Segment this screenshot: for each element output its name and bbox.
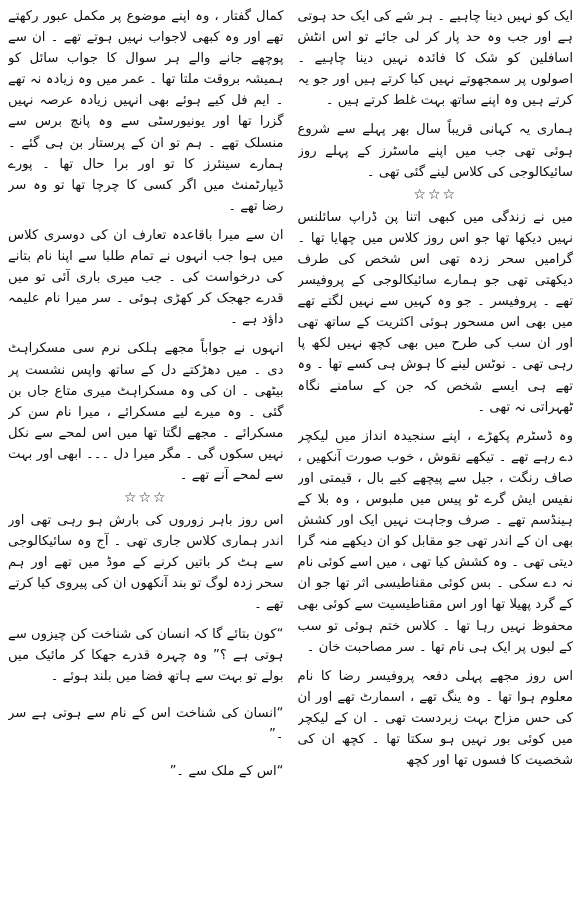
paragraph: میں نے زندگی میں کبھی اتنا پن ڈراپ سائلنس نہیں دیکھا تھا جو اس روز کلاس میں چھایا تھا ۔ گرامیں سحر زدہ تھی اس شخص کی طرف دیکھتی تھی جو ہمارے سائیکالوجی کے پروفیسر تھے ۔ پروفیسر ۔ جو وہ کہیں سے نہیں لگتے تھے میں بھی اس مسحور ہوئی اکثریت کے ساتھ تھی اور ان سب کی طرح میں بھی کچھ نہیں لکھ پا رہی تھی ۔ نوٹس لینے کا ہوش ہی کسے تھا ۔ وہ تھے ہی ایسے شخص کہ جن کے سامنے نگاہ ٹھہراتی نہ تھی ۔ (297, 209, 573, 415)
right-column (298, 6, 574, 897)
section-separator: ☆☆☆ (413, 186, 458, 203)
dialogue-quote: “انسان کی شناخت اس کے نام سے ہوتی ہے سر ۔” (8, 705, 284, 742)
paragraph: اس روز باہر زوروں کی بارش ہو رہی تھی اور اندر ہماری کلاس جاری تھی ۔ آج وہ سائیکالوجی سے ہٹ کر باتیں کرنے کے موڈ میں تھے اور ہم سحر زدہ لوگ تو بند آنکھوں ان کی پیروی کیا کرتے تھے ۔ (8, 513, 284, 613)
dialogue-quote: “کون بتائے گا کہ انسان کی شناخت کن چیزوں سے ہوتی ہے ؟” وہ چہرہ قدرے جھکا کر مائیک میں بولے تو بہت سے ہاتھ فضا میں بلند ہوئے ۔ (8, 626, 284, 684)
paragraph: وہ ڈسٹرم پکھڑے ، اپنے سنجیدہ انداز میں لیکچر دے رہے تھے ۔ تیکھے نقوش ، خوب صورت آنکھیں ، صاف رنگت ، جیل سے پیچھے کیے بال ، قیمتی اور نفیس ایش گرے ٹو پیس میں ملبوس ، وہ بلا کے ہینڈسم تھے ۔ صرف وجاہت نہیں ایک اور کشش بھی ان کے اندر تھی جو مقابل کو ان دیکھے منہ گرا دیتی تھی ۔ وہ کشش کیا تھی ، میں اسے کوئی نام نہ دے سکی ۔ بس کوئی مقناطیسی اثر تھا جو ان کے گرد پھیلا تھا اور اس مقناطیسیت سے کوئی بھی محفوظ نہیں رہا تھا ۔ کلاس ختم ہوئی تو سب کے لبوں پر ایک ہی نام تھا ۔ سر مصاحبت خان ۔ (297, 428, 573, 655)
text-columns (8, 6, 573, 897)
section-separator: ☆☆☆ (123, 490, 168, 507)
paragraph: کمال گفتار ، وہ اپنے موضوع پر مکمل عبور رکھتے تھے اور وہ کبھی لاجواب نہیں ہوتے تھے ۔ ان سے پوچھے جانے والے ہر سوال کا جواب سائل کو ہمیشہ بروقت ملتا تھا ۔ عمر میں وہ زیادہ نہ تھے ۔ ایم فل کیے ہوئے بھی انہیں زیادہ عرصہ نہیں گزرا تھا اور یونیورسٹی سے وہ پانچ برس سے منسلک تھے ۔ ہم تو ان کے پرستار بن ہی گئے ۔ ہمارے سینئرز کا تو اور برا حال تھا ۔ پورے ڈیپارٹمنٹ میں اگر کسی کا چرچا تھا تو وہ سر رضا تھے ۔ (8, 9, 284, 214)
dialogue-quote: “اس کے ملک سے ۔” (169, 764, 284, 779)
paragraph: ان سے میرا باقاعدہ تعارف ان کی دوسری کلاس میں ہوا جب انہوں نے تمام طلبا سے اپنا نام بتانے کی درخواست کی ۔ جب میری باری آئی تو میں قدرے جھجک کر کھڑی ہوئی ۔ سر میرا نام علیمہ داؤد ہے ۔ (8, 227, 284, 328)
paragraph: ہماری یہ کہانی قریباً سال بھر پہلے سے شروع ہوئی تھی جب میں اپنے ماسٹرز کے پہلے روز سائیکالوجی کی کلاس لینے گئی تھی ۔ (297, 122, 573, 180)
paragraph: انہوں نے جواباً مجھے ہلکی نرم سی مسکراہٹ دی ۔ میں دھڑکتے دل کے ساتھ واپس نشست پر بیٹھی ۔ ان کی وہ مسکراہٹ میری متاع جاں بن گئی ۔ وہ میرے لیے مسکرائے ، میرا نام سن کر مسکرائے ۔ مجھے لگتا تھا میں اس لمحے سے نکل نہیں سکوں گی ۔ مگر میرا دل ۔۔۔ ابھی اور بہت سے لمحے آنے تھے ۔ (8, 341, 284, 483)
left-column (8, 6, 284, 897)
paragraph: ایک کو نہیں دینا چاہیے ۔ ہر شے کی ایک حد ہوتی ہے اور جب وہ حد پار کر لی جائے تو اس انٹش اسافلین کو شک کا فائدہ نہیں دینا چاہیے ۔ اصولوں پر سمجھوتے نہیں کیا کرتے ہیں اور جو یہ کرتے ہیں وہ اپنے ساتھ بہت غلط کرتے ہیں ۔ (297, 9, 573, 109)
paragraph: اس روز مجھے پہلی دفعہ پروفیسر رضا کا نام معلوم ہوا تھا ۔ وہ ینگ تھے ، اسمارٹ تھے اور ان کی حس مزاح بہت زبردست تھی ۔ ان کے لیکچر میں کوئی بور نہیں ہو سکتا تھا ۔ کچھ ان کی شخصیت کا فسوں تھا اور کچھ (297, 668, 573, 769)
